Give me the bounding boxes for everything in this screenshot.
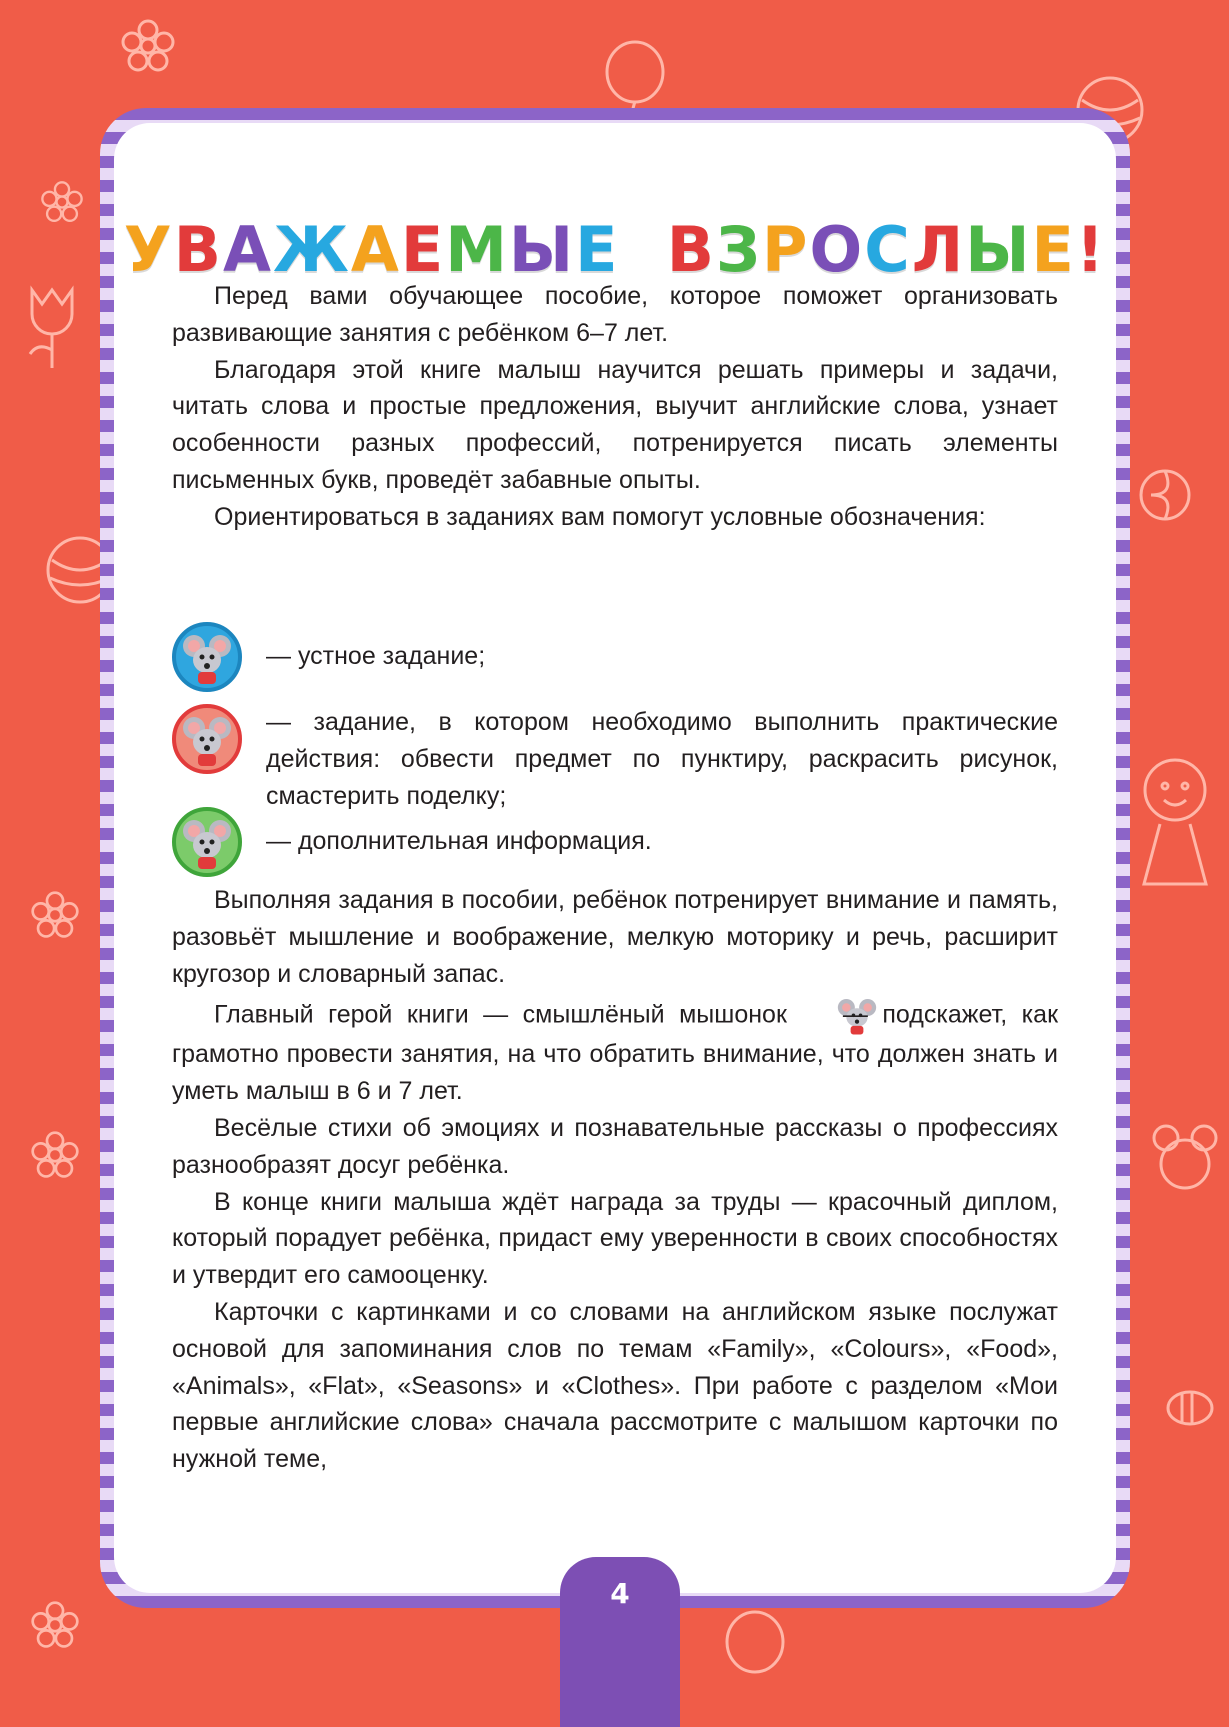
mouse-green-icon	[172, 807, 242, 877]
intro-paragraph: Ориентироваться в заданиях вам помогут условные обозначения:	[214, 502, 986, 531]
page-title	[120, 214, 1110, 286]
girl-doodle-icon	[1130, 750, 1220, 900]
title-letter: С	[864, 212, 912, 286]
body-paragraph: Карточки с картинками и со словами на английском языке послужат основой для запоминания слов по темам «Family», «Colours», «Food», «Animals», «Flat», «Seasons» и «Clothes». При работе с разделом «Мои первые английские слова» сначала рассмотрите с малышом карточки по нужной теме,	[172, 1297, 1058, 1474]
body-paragraph-hero	[172, 996, 1058, 1110]
body-block	[172, 882, 1058, 1478]
legend-text: — задание, в котором необходимо выполнить практические действия: обвести предмет по пунктиру, раскрасить рисунок, смастерить поделку;	[266, 708, 1058, 810]
tulip-doodle-icon	[22, 280, 82, 370]
title-letter: В	[666, 212, 716, 286]
legend-text: — устное задание;	[266, 642, 486, 670]
title-letter: Л	[911, 212, 966, 286]
intro-paragraph: Перед вами обучающее пособие, которое поможет организовать развивающие занятия с ребёнком 6–7 лет.	[172, 282, 1058, 347]
title-letter: Е	[1031, 212, 1076, 286]
legend-text: — дополнительная информация.	[266, 827, 652, 855]
body-paragraph: Выполняя задания в пособии, ребёнок потренирует внимание и память, разовьёт мышление и воображение, мелкую моторику и речь, расширит кругозор и словарный запас.	[172, 886, 1058, 988]
bee-doodle-icon	[1160, 1380, 1220, 1430]
intro-block	[172, 278, 1058, 536]
title-letter: О	[809, 212, 865, 286]
title-space	[620, 213, 667, 286]
title-letter: У	[123, 212, 174, 286]
title-letter: М	[445, 212, 509, 286]
legend-practical-task	[172, 704, 1058, 814]
body-paragraph: В конце книги малыша ждёт награда за труды — красочный диплом, который порадует ребёнка, придаст ему уверенности в своих способностях и утвердит его самооценку.	[172, 1187, 1058, 1290]
flower-doodle-icon	[30, 1130, 80, 1180]
body-paragraph: Весёлые стихи об эмоциях и познавательные рассказы о профессиях разнообразят досуг ребёнка.	[172, 1113, 1058, 1179]
mouse-blue-icon	[172, 622, 242, 692]
title-letter: Ж	[272, 212, 351, 286]
balloon-doodle-icon	[720, 1610, 790, 1700]
flower-doodle-icon	[120, 18, 176, 74]
hero-text-start: Главный герой книги — смышлёный мышонок	[214, 1001, 787, 1029]
title-letter: В	[173, 212, 223, 286]
flower-doodle-icon	[30, 1600, 80, 1650]
title-letter: Р	[762, 212, 810, 286]
title-letter: Ы	[508, 212, 576, 286]
flower-doodle-icon	[40, 180, 84, 224]
title-letter: Е	[575, 212, 620, 286]
mouse-doodle-icon	[1150, 1120, 1220, 1200]
title-letter: А	[222, 212, 273, 286]
mouse-hero-icon	[793, 996, 837, 1036]
mouse-red-icon	[172, 704, 242, 774]
candy-doodle-icon	[1130, 460, 1200, 530]
title-letter: А	[350, 212, 401, 286]
hero-text-end: — подскажет, как грамотно провести занятия, на что обратить внимание, что должен знать и уметь малыш в 6 и 7 лет.	[172, 1001, 1059, 1106]
intro-paragraph: Благодаря этой книге малыш научится решать примеры и задачи, читать слова и простые предложения, выучит английские слова, узнает особенности разных профессий, потренируется писать элементы письменных букв, проведёт забавные опыты.	[172, 355, 1058, 494]
legend-oral-task	[172, 622, 1058, 692]
flower-doodle-icon	[30, 890, 80, 940]
legend-additional-info	[172, 807, 1058, 877]
title-letter: Е	[400, 212, 446, 286]
title-letter: З	[715, 212, 763, 286]
title-letter: Ы	[965, 212, 1032, 286]
title-letter: !	[1075, 212, 1107, 286]
page-number: 4	[610, 1577, 630, 1610]
